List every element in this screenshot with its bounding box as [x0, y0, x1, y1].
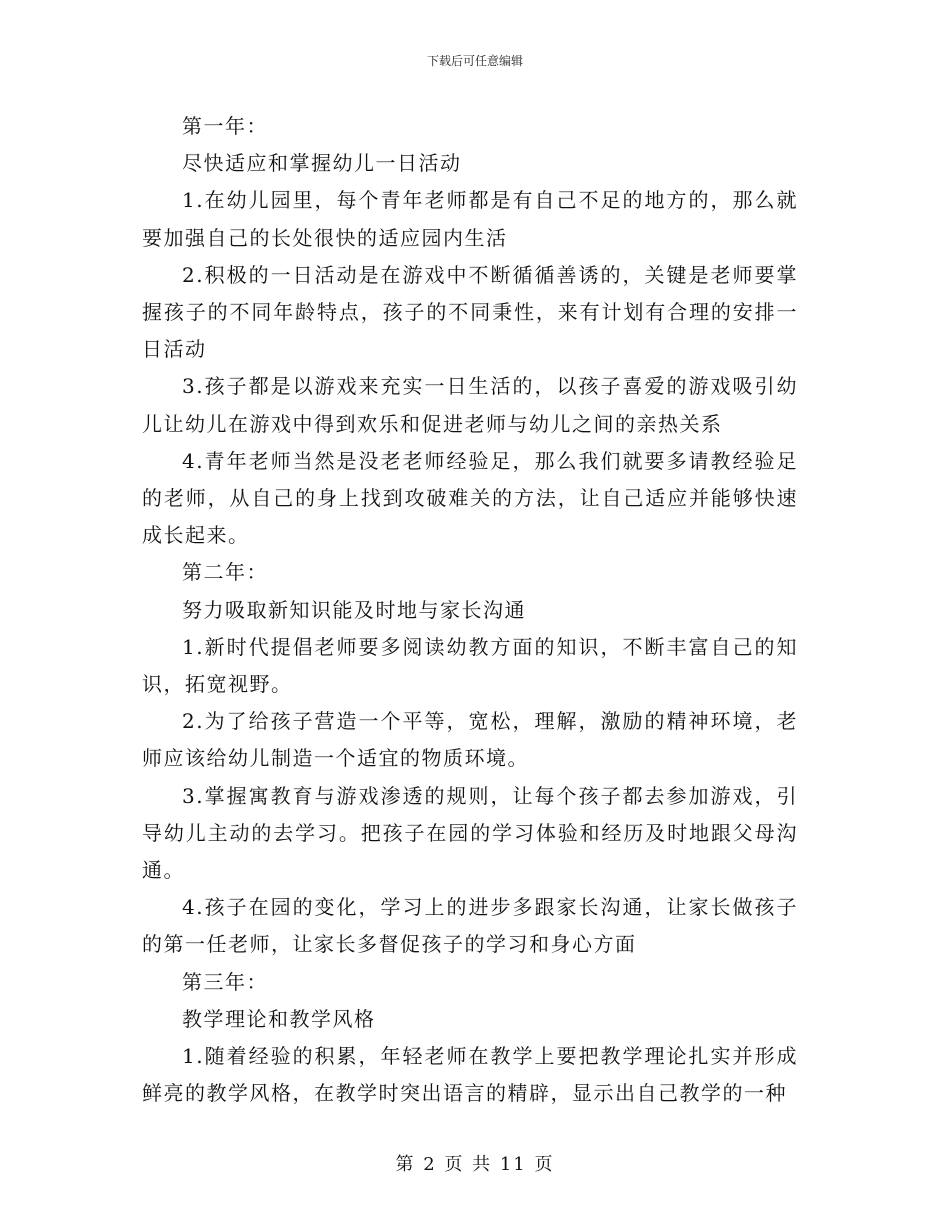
- paragraph: 3.掌握寓教育与游戏渗透的规则，让每个孩子都去参加游戏，引导幼儿主动的去学习。把孩子在园的学习体验和经历及时地跟父母沟通。: [142, 783, 798, 883]
- paragraph-year-three-heading: 第三年：: [182, 969, 268, 994]
- paragraph: 2.积极的一日活动是在游戏中不断循循善诱的，关键是老师要掌握孩子的不同年龄特点，孩子的不同秉性，来有计划有合理的安排一日活动: [142, 262, 798, 362]
- document-body: [142, 108, 798, 1112]
- paragraph: 1.在幼儿园里，每个青年老师都是有自己不足的地方的，那么就要加强自己的长处很快的适应园内生活: [142, 188, 798, 250]
- paragraph: 2.为了给孩子营造一个平等，宽松，理解，激励的精神环境，老师应该给幼儿制造一个适宜的物质环境。: [142, 709, 798, 771]
- paragraph-year-two-heading: 第二年：: [182, 560, 268, 585]
- page-number: 第 2 页 共 11 页: [395, 1154, 555, 1175]
- page-header: 下载后可任意编辑: [426, 54, 523, 68]
- paragraph-year-two-goal: 努力吸取新知识能及时地与家长沟通: [182, 597, 526, 622]
- paragraph-year-three-goal: 教学理论和教学风格: [182, 1006, 376, 1031]
- paragraph: 1.新时代提倡老师要多阅读幼教方面的知识，不断丰富自己的知识，拓宽视野。: [142, 634, 798, 697]
- paragraph: 4.孩子在园的变化，学习上的进步多跟家长沟通，让家长做孩子的第一任老师，让家长多督促孩子的学习和身心方面: [142, 895, 798, 957]
- paragraph-year-one-heading: 第一年：: [182, 114, 268, 138]
- paragraph: 3.孩子都是以游戏来充实一日生活的，以孩子喜爱的游戏吸引幼儿让幼儿在游戏中得到欢乐和促进老师与幼儿之间的亲热关系: [142, 374, 798, 436]
- paragraph: 1.随着经验的积累，年轻老师在教学上要把教学理论扎实并形成鲜亮的教学风格，在教学时突出语言的精辟，显示出自己教学的一种: [142, 1044, 798, 1106]
- paragraph: 4.青年老师当然是没老老师经验足，那么我们就要多请教经验足的老师，从自己的身上找到攻破难关的方法，让自己适应并能够快速成长起来。: [142, 448, 798, 548]
- paragraph-year-one-goal: 尽快适应和掌握幼儿一日活动: [182, 151, 462, 176]
